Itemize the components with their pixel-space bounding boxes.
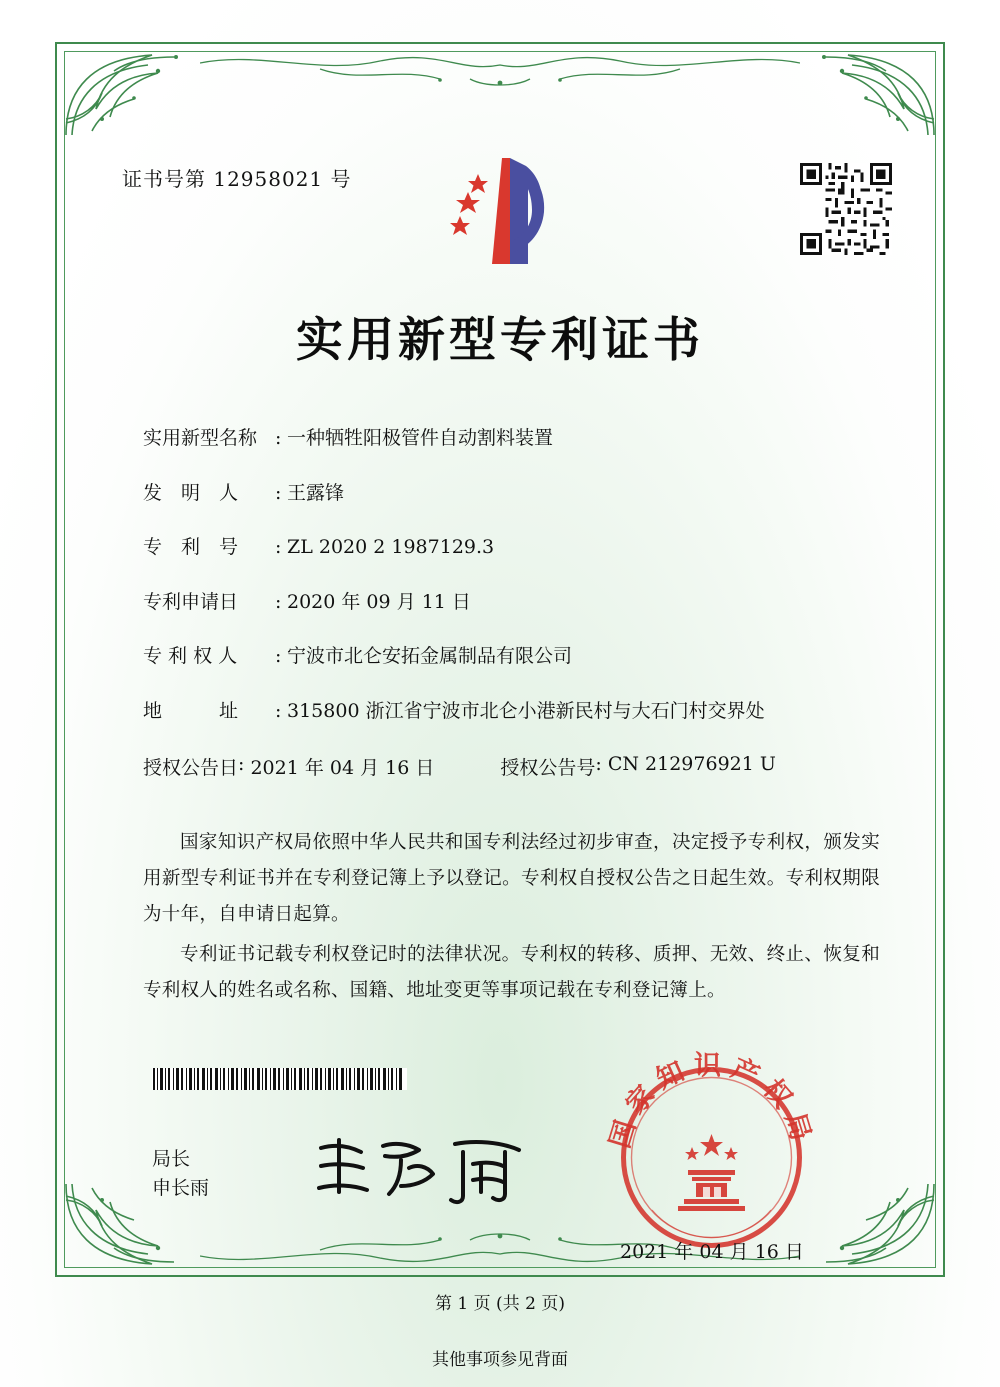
field-row-address: [143, 698, 880, 725]
field-label: 实用新型名称: [143, 427, 258, 449]
grant-date-label: 授权公告日: [143, 756, 239, 779]
field-colon: :: [275, 481, 282, 504]
field-label: 发 明 人: [143, 481, 239, 504]
field-row-utility-model-name: [143, 425, 880, 452]
field-row-patentee: [143, 643, 880, 670]
field-label: 专利申请日: [143, 590, 239, 613]
field-colon: :: [275, 645, 282, 668]
field-row-application-date: [143, 589, 880, 616]
field-label: 专 利 权 人: [143, 645, 238, 668]
director-block: [152, 1145, 209, 1204]
grant-number-group: [500, 753, 776, 780]
footnote: 其他事项参见背面: [432, 1350, 568, 1370]
field-list: [143, 425, 880, 802]
grant-date-colon: :: [238, 752, 251, 775]
field-colon: :: [275, 536, 282, 559]
director-label: 局长: [152, 1148, 191, 1170]
field-colon: :: [275, 590, 282, 613]
field-colon: :: [275, 699, 282, 722]
seal-date: 2021 年 04 月 16 日: [620, 1241, 804, 1263]
field-value: 2020 年 09 月 11 日: [287, 590, 471, 613]
grant-number-value: CN 212976921 U: [607, 752, 776, 775]
page-title: 实用新型专利证书: [296, 313, 704, 368]
page-number: 第 1 页 (共 2 页): [435, 1294, 565, 1314]
field-label: 地 址: [143, 699, 239, 722]
grant-date-value: 2021 年 04 月 16 日: [250, 756, 435, 779]
grant-number-label: 授权公告号: [500, 756, 596, 779]
qr-code: [800, 163, 892, 255]
field-row-inventor: [143, 480, 880, 507]
cnipa-logo-icon: [440, 152, 570, 270]
field-value: ZL 2020 2 1987129.3: [287, 536, 495, 559]
grant-date-group: [143, 753, 434, 780]
svg-text:国家知识产权局: 国家知识产权局: [604, 1050, 819, 1152]
field-value: 一种牺牲阳极管件自动割料装置: [287, 427, 554, 449]
grant-number-colon: :: [595, 752, 608, 775]
field-row-patent-number: [143, 534, 880, 561]
field-colon: :: [275, 427, 282, 449]
field-value: 315800 浙江省宁波市北仑小港新民村与大石门村交界处: [287, 699, 765, 722]
field-row-grant: [143, 753, 880, 780]
field-value: 宁波市北仑安拓金属制品有限公司: [287, 645, 573, 668]
director-name: 申长雨: [152, 1177, 210, 1200]
official-seal: [604, 1050, 819, 1265]
field-value: 王露锋: [287, 481, 345, 504]
director-signature: [305, 1130, 535, 1210]
field-label: 专 利 号: [143, 536, 239, 559]
legal-text-block: [143, 825, 880, 1013]
barcode: [152, 1068, 407, 1090]
legal-paragraph-2: 专利证书记载专利权登记时的法律状况。专利权的转移、质押、无效、终止、恢复和专利权人的姓名或名称、国籍、地址变更等事项记载在专利登记簿上。: [143, 944, 880, 1002]
certificate-number: 证书号第 12958021 号: [122, 167, 352, 191]
legal-paragraph-1: 国家知识产权局依照中华人民共和国专利法经过初步审查，决定授予专利权，颁发实用新型专利证书并在专利登记簿上予以登记。专利权自授权公告之日起生效。专利权期限为十年，自申请日起算。: [143, 832, 880, 926]
